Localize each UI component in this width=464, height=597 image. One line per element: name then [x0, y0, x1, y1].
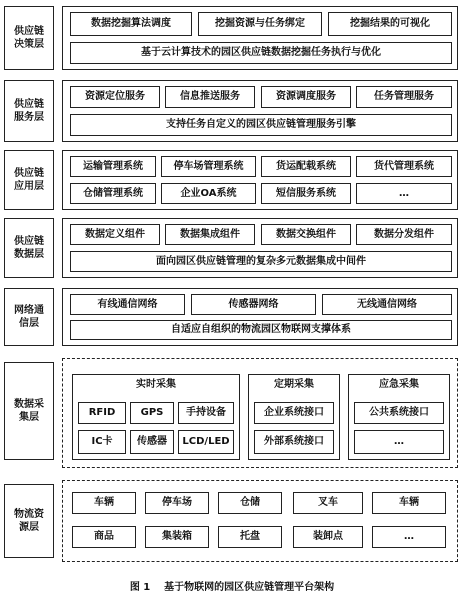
layer-label-resource: 物流资 源层 [4, 484, 54, 558]
decision-summary: 基于云计算技术的园区供应链数据挖掘任务执行与优化 [70, 42, 452, 64]
service-item-4: 任务管理服务 [356, 86, 452, 108]
layer-label-application: 供应链 应用层 [4, 150, 54, 210]
app-item-forwarding: 货代管理系统 [356, 156, 452, 177]
realtime-item-rfid: RFID [78, 402, 126, 424]
resource-item-forklift: 叉车 [293, 492, 363, 514]
realtime-item-lcdled: LCD/LED [178, 430, 234, 454]
layer-label-collection: 数据采 集层 [4, 362, 54, 460]
realtime-title: 实时采集 [136, 379, 176, 391]
layer-label-decision: 供应链 决策层 [4, 6, 54, 70]
app-item-sms: 短信服务系统 [261, 183, 351, 204]
resource-item-goods: 商品 [72, 526, 136, 548]
app-item-parking: 停车场管理系统 [161, 156, 256, 177]
service-item-3: 资源调度服务 [261, 86, 351, 108]
app-item-transport: 运输管理系统 [70, 156, 156, 177]
resource-item-pallet: 托盘 [218, 526, 282, 548]
realtime-item-iccard: IC卡 [78, 430, 126, 454]
service-item-1: 资源定位服务 [70, 86, 160, 108]
network-summary: 自适应自组织的物流园区物联网支撑体系 [70, 320, 452, 340]
data-item-1: 数据定义组件 [70, 224, 160, 245]
app-item-freight: 货运配载系统 [261, 156, 351, 177]
resource-item-storage: 仓储 [218, 492, 282, 514]
decision-item-1: 数据挖掘算法调度 [70, 12, 192, 36]
emergency-item-public: 公共系统接口 [354, 402, 444, 424]
realtime-item-handheld: 手持设备 [178, 402, 234, 424]
figure-caption: 图 1 基于物联网的园区供应链管理平台架构 [129, 582, 335, 593]
resource-item-parking: 停车场 [145, 492, 209, 514]
emergency-title: 应急采集 [379, 379, 419, 391]
service-summary: 支持任务自定义的园区供应链管理服务引擎 [70, 114, 452, 136]
periodic-item-enterprise: 企业系统接口 [254, 402, 334, 424]
resource-item-vehicle: 车辆 [72, 492, 136, 514]
layer-label-service: 供应链 服务层 [4, 80, 54, 142]
realtime-item-sensor: 传感器 [130, 430, 174, 454]
app-item-oa: 企业OA系统 [161, 183, 256, 204]
periodic-item-external: 外部系统接口 [254, 430, 334, 454]
layer-label-network: 网络通 信层 [4, 288, 54, 346]
decision-item-3: 挖掘结果的可视化 [328, 12, 452, 36]
app-item-more: … [356, 183, 452, 204]
network-item-sensor: 传感器网络 [191, 294, 316, 315]
network-item-wired: 有线通信网络 [70, 294, 185, 315]
app-item-warehouse: 仓储管理系统 [70, 183, 156, 204]
resource-item-container: 集装箱 [145, 526, 209, 548]
emergency-item-more: … [354, 430, 444, 454]
layer-label-data: 供应链 数据层 [4, 218, 54, 278]
data-item-2: 数据集成组件 [165, 224, 255, 245]
network-item-wireless: 无线通信网络 [322, 294, 452, 315]
data-item-4: 数据分发组件 [356, 224, 452, 245]
data-item-3: 数据交换组件 [261, 224, 351, 245]
resource-item-loading-point: 装卸点 [293, 526, 363, 548]
decision-item-2: 挖掘资源与任务绑定 [198, 12, 322, 36]
data-summary: 面向园区供应链管理的复杂多元数据集成中间件 [70, 251, 452, 272]
periodic-title: 定期采集 [274, 379, 314, 391]
resource-item-vehicle-2: 车辆 [372, 492, 446, 514]
resource-item-more: … [372, 526, 446, 548]
realtime-item-gps: GPS [130, 402, 174, 424]
service-item-2: 信息推送服务 [165, 86, 255, 108]
